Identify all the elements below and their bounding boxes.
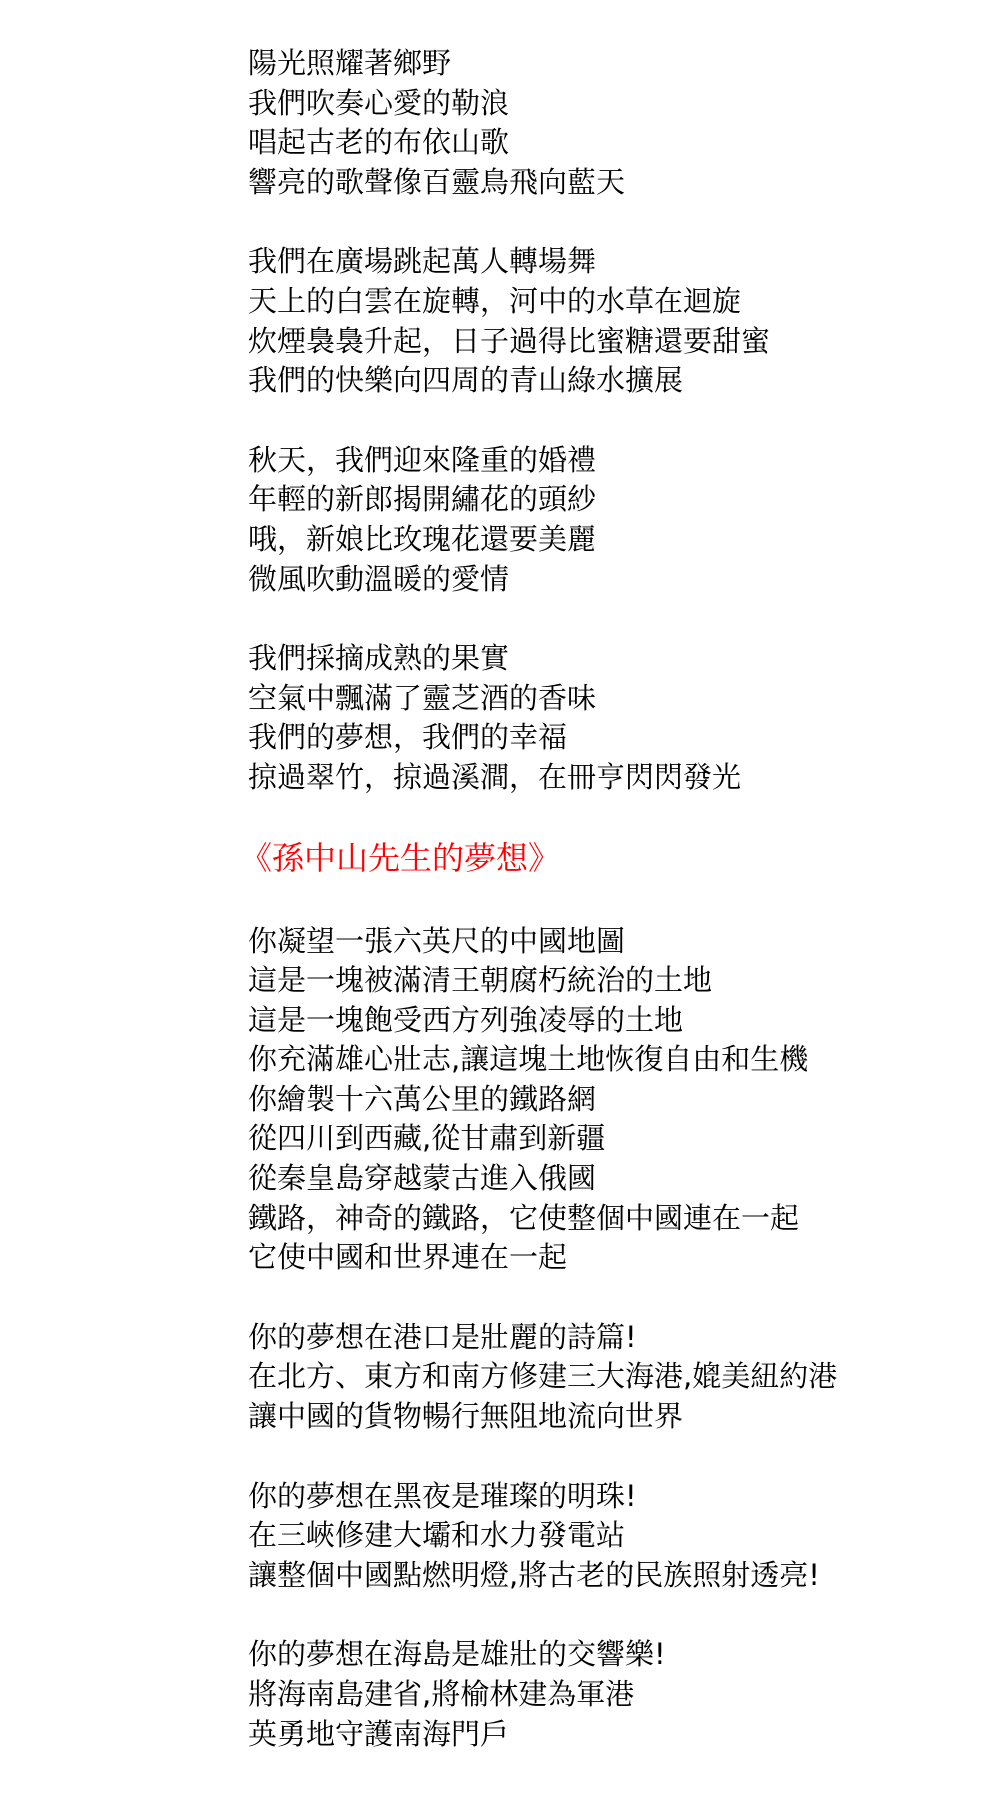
stanza (248, 1318, 978, 1437)
poem-line: 在北方、東方和南方修建三大海港,媲美紐約港 (248, 1359, 838, 1394)
poem-line: 天上的白雲在旋轉，河中的水草在迴旋 (248, 283, 742, 318)
poem-line: 我們的快樂向四周的青山綠水擴展 (248, 363, 684, 398)
stanza (248, 922, 978, 1278)
poem-line: 讓中國的貨物暢行無阻地流向世界 (248, 1399, 684, 1434)
poem-line: 這是一塊被滿清王朝腐朽統治的土地 (248, 963, 713, 998)
stanza (248, 639, 978, 797)
poem-line: 你的夢想在港口是壯麗的詩篇! (248, 1319, 637, 1354)
poem-line: 將海南島建省,將榆林建為軍港 (248, 1677, 635, 1711)
poem-line: 英勇地守護南海門戶 (248, 1716, 510, 1751)
poem-line: 掠過翠竹，掠過溪澗，在冊亨閃閃發光 (248, 759, 742, 794)
poem-line: 我們在廣場跳起萬人轉場舞 (248, 244, 597, 279)
poem-line: 它使中國和世界連在一起 (248, 1240, 568, 1275)
stanza (248, 441, 978, 599)
poem-line: 你充滿雄心壯志,讓這塊土地恢復自由和生機 (248, 1042, 809, 1077)
stanza (248, 1635, 978, 1754)
poem-line: 我們吹奏心愛的勒浪 (248, 85, 510, 120)
poem-line: 這是一塊飽受西方列強凌辱的土地 (248, 1002, 684, 1037)
poem-line: 年輕的新郎揭開繡花的頭紗 (248, 482, 597, 517)
poem-line: 響亮的歌聲像百靈鳥飛向藍天 (248, 164, 626, 199)
poem-line: 鐵路，神奇的鐵路，它使整個中國連在一起 (248, 1200, 800, 1235)
poem-line: 唱起古老的布依山歌 (248, 125, 510, 160)
poem-line: 我們採摘成熟的果實 (248, 641, 510, 676)
poem-line: 秋天，我們迎來隆重的婚禮 (248, 442, 597, 477)
poem-line: 微風吹動溫暖的愛情 (248, 561, 510, 596)
poem-line: 你的夢想在黑夜是璀璨的明珠! (248, 1478, 637, 1513)
poem-sun-yat-sen-dream (248, 922, 978, 1755)
poem-line: 哦，新娘比玫瑰花還要美麗 (248, 521, 597, 556)
poem-line: 從四川到西藏,從甘肅到新疆 (248, 1121, 606, 1156)
poem-line: 我們的夢想，我們的幸福 (248, 720, 568, 755)
poem-line: 你凝望一張六英尺的中國地圖 (248, 923, 626, 958)
poem-cehen (248, 44, 978, 798)
poem-line: 你的夢想在海島是雄壯的交響樂! (248, 1637, 666, 1672)
stanza (248, 1477, 978, 1596)
poem-line: 在三峽修建大壩和水力發電站 (248, 1518, 626, 1553)
poem-line: 陽光照耀著鄉野 (248, 46, 452, 80)
poem-title: 《孫中山先生的夢想》 (240, 838, 561, 877)
poem-line: 從秦皇島穿越蒙古進入俄國 (248, 1161, 597, 1196)
document-page (240, 44, 978, 1794)
stanza (248, 242, 978, 400)
poem-line: 炊煙裊裊升起，日子過得比蜜糖還要甜蜜 (248, 323, 771, 358)
stanza (248, 44, 978, 202)
poem-line: 讓整個中國點燃明燈,將古老的民族照射透亮! (248, 1557, 820, 1592)
poem-line: 你繪製十六萬公里的鐵路網 (248, 1081, 597, 1116)
poem-line: 空氣中飄滿了靈芝酒的香味 (248, 680, 597, 715)
